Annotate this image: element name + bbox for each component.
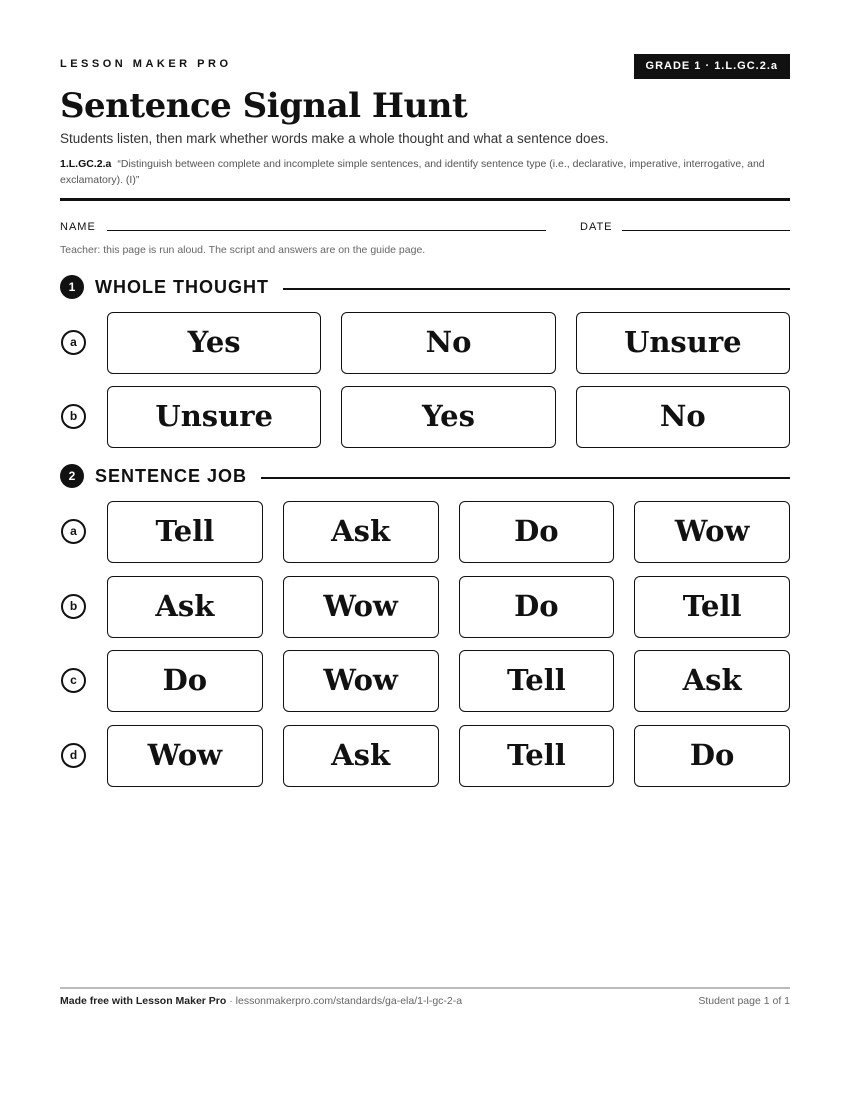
question-row bbox=[60, 576, 790, 638]
teacher-note: Teacher: this page is run aloud. The script and answers are on the guide page. bbox=[60, 244, 426, 256]
question-row bbox=[60, 312, 790, 374]
footer-made-with: Made free with Lesson Maker Pro bbox=[60, 995, 227, 1007]
section-header-1 bbox=[60, 275, 790, 301]
answer-choice-tell[interactable]: Tell bbox=[459, 725, 615, 787]
footer-page-number: Student page 1 of 1 bbox=[698, 995, 790, 1007]
answer-choice-yes[interactable]: Yes bbox=[107, 312, 321, 374]
answer-choice-wow[interactable]: Wow bbox=[283, 650, 439, 712]
section-number: 2 bbox=[60, 464, 84, 488]
answer-choice-tell[interactable]: Tell bbox=[634, 576, 790, 638]
answer-choice-no[interactable]: No bbox=[576, 386, 790, 448]
section-title: WHOLE THOUGHT bbox=[95, 277, 269, 297]
answer-choice-do[interactable]: Do bbox=[634, 725, 790, 787]
answer-choice-no[interactable]: No bbox=[341, 312, 555, 374]
answer-choice-wow[interactable]: Wow bbox=[634, 501, 790, 563]
answer-choice-tell[interactable]: Tell bbox=[107, 501, 263, 563]
standard-description bbox=[60, 156, 790, 188]
page-subtitle: Students listen, then mark whether words make a whole thought and what a sentence does. bbox=[60, 131, 609, 146]
grade-badge: GRADE 1 · 1.L.GC.2.a bbox=[634, 54, 790, 79]
answer-choice-ask[interactable]: Ask bbox=[107, 576, 263, 638]
question-row bbox=[60, 501, 790, 563]
section-number: 1 bbox=[60, 275, 84, 299]
section-header-2 bbox=[60, 464, 790, 490]
worksheet-page bbox=[60, 0, 790, 1100]
answer-choice-wow[interactable]: Wow bbox=[107, 725, 263, 787]
row-letter-label: d bbox=[61, 743, 86, 768]
answer-choice-do[interactable]: Do bbox=[459, 576, 615, 638]
brand-name: LESSON MAKER PRO bbox=[60, 58, 232, 70]
section-title: SENTENCE JOB bbox=[95, 466, 248, 486]
section-rule bbox=[283, 288, 790, 290]
page-title: Sentence Signal Hunt bbox=[60, 86, 468, 126]
header-divider bbox=[60, 198, 790, 201]
row-letter-label: a bbox=[61, 519, 86, 544]
answer-choice-unsure[interactable]: Unsure bbox=[107, 386, 321, 448]
question-row bbox=[60, 386, 790, 448]
answer-choice-do[interactable]: Do bbox=[107, 650, 263, 712]
question-row bbox=[60, 725, 790, 787]
question-row bbox=[60, 650, 790, 712]
answer-choice-wow[interactable]: Wow bbox=[283, 576, 439, 638]
answer-choice-ask[interactable]: Ask bbox=[283, 725, 439, 787]
section-rule bbox=[261, 477, 790, 479]
row-letter-label: c bbox=[61, 668, 86, 693]
row-letter-label: b bbox=[61, 594, 86, 619]
footer-divider bbox=[60, 987, 790, 989]
answer-choice-ask[interactable]: Ask bbox=[634, 650, 790, 712]
date-field[interactable] bbox=[622, 230, 790, 231]
footer-url[interactable]: · lessonmakerpro.com/standards/ga-ela/1-l-gc-2-a bbox=[226, 995, 463, 1007]
row-letter-label: a bbox=[61, 330, 86, 355]
row-letter-label: b bbox=[61, 404, 86, 429]
answer-choice-yes[interactable]: Yes bbox=[341, 386, 555, 448]
footer-credit bbox=[60, 995, 462, 1007]
answer-choice-do[interactable]: Do bbox=[459, 501, 615, 563]
date-label: DATE bbox=[580, 221, 613, 233]
name-field[interactable] bbox=[107, 230, 546, 231]
answer-choice-ask[interactable]: Ask bbox=[283, 501, 439, 563]
standard-text: “Distinguish between complete and incomplete simple sentences, and identify sentence type (i.e., declarative, imperative, interrogative, and exclamatory). (I)” bbox=[60, 158, 765, 186]
standard-code: 1.L.GC.2.a bbox=[60, 158, 112, 170]
name-label: NAME bbox=[60, 221, 96, 233]
answer-choice-tell[interactable]: Tell bbox=[459, 650, 615, 712]
answer-choice-unsure[interactable]: Unsure bbox=[576, 312, 790, 374]
